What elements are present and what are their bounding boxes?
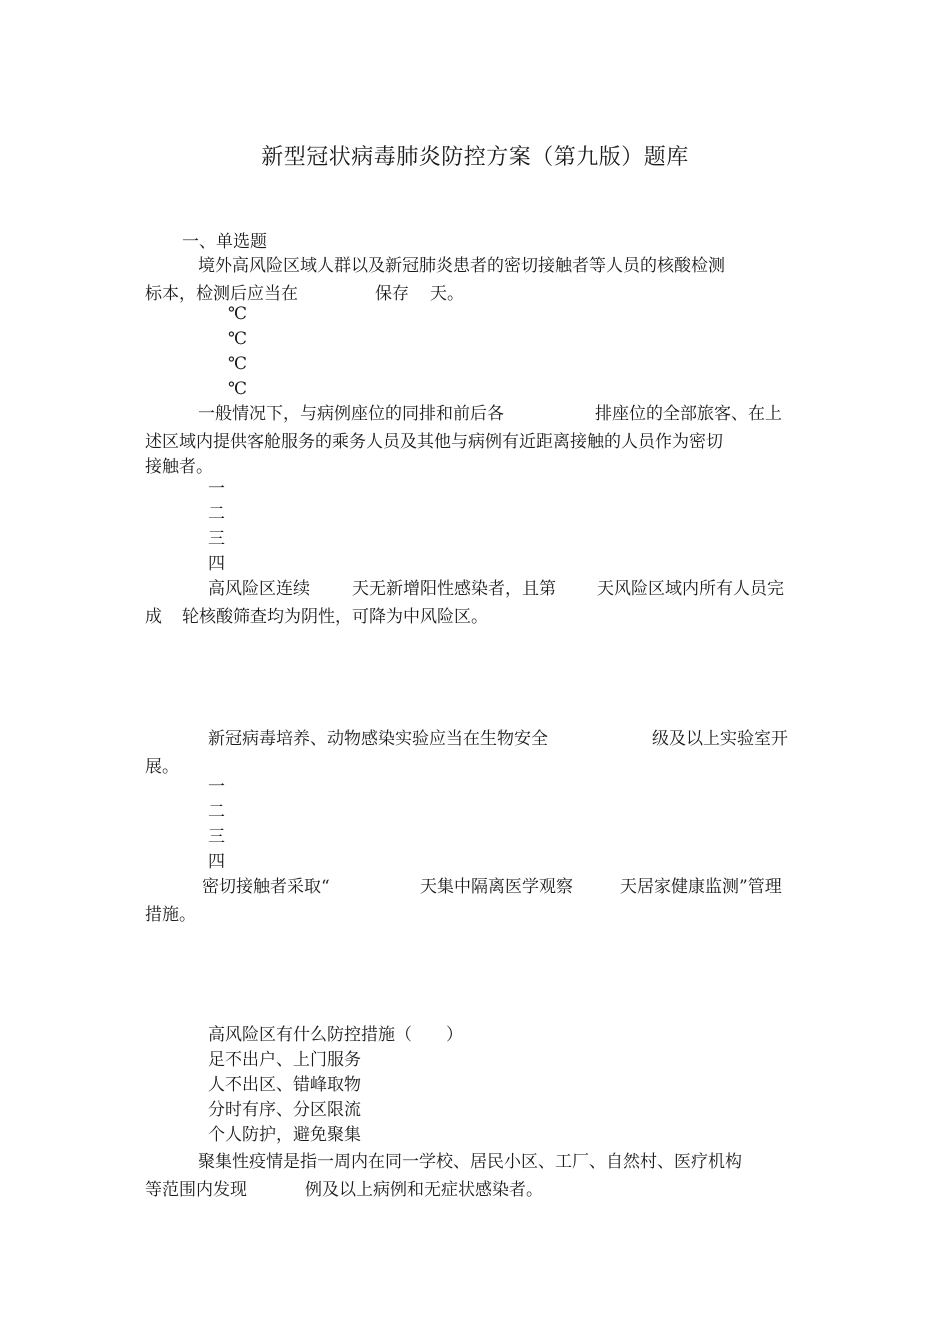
q1-line1: 境外高风险区域人群以及新冠肺炎患者的密切接触者等人员的核酸检测 (198, 256, 725, 276)
q1-option-a: ℃ (228, 304, 248, 324)
q6-option-d: 个人防护，避免聚集 (208, 1125, 361, 1145)
q5-line2: 措施。 (145, 905, 196, 925)
q5-line1a: 密切接触者采取“ (202, 877, 330, 897)
q2-line1b: 排座位的全部旅客、在上 (595, 404, 782, 424)
q1-option-c: ℃ (228, 354, 248, 374)
q6-option-b: 人不出区、错峰取物 (208, 1075, 361, 1095)
q5-line1b: 天集中隔离医学观察 (420, 877, 573, 897)
q7-line2b: 例及以上病例和无症状感染者。 (305, 1180, 543, 1200)
q7-line2a: 等范围内发现 (145, 1180, 247, 1200)
q2-option-c: 三 (208, 529, 225, 549)
q2-line1a: 一般情况下，与病例座位的同排和前后各 (198, 404, 504, 424)
q3-line2a: 成 (145, 607, 162, 627)
q6-line1: 高风险区有什么防控措施（ ） (208, 1025, 463, 1045)
section-heading: 一、单选题 (182, 232, 267, 252)
q4-option-c: 三 (208, 827, 225, 847)
q3-line2b: 轮核酸筛查均为阴性，可降为中风险区。 (182, 607, 488, 627)
q4-line1a: 新冠病毒培养、动物感染实验应当在生物安全 (208, 729, 548, 749)
q4-option-a: 一 (208, 777, 225, 797)
q6-option-c: 分时有序、分区限流 (208, 1100, 361, 1120)
q6-option-a: 足不出户、上门服务 (208, 1050, 361, 1070)
q4-option-d: 四 (208, 852, 225, 872)
document-title: 新型冠状病毒肺炎防控方案（第九版）题库 (261, 145, 689, 170)
q3-line1a: 高风险区连续 (208, 579, 310, 599)
q3-line1c: 天风险区域内所有人员完 (597, 579, 784, 599)
q5-line1c: 天居家健康监测”管理 (620, 877, 782, 897)
q4-option-b: 二 (208, 802, 225, 822)
q4-line1b: 级及以上实验室开 (652, 729, 788, 749)
q2-line3: 接触者。 (145, 457, 213, 477)
q2-option-a: 一 (208, 479, 225, 499)
q1-line2a: 标本，检测后应当在 (145, 284, 298, 304)
q2-line2: 述区域内提供客舱服务的乘务人员及其他与病例有近距离接触的人员作为密切 (145, 432, 723, 452)
q4-line2: 展。 (145, 757, 179, 777)
q7-line1: 聚集性疫情是指一周内在同一学校、居民小区、工厂、自然村、医疗机构 (198, 1152, 742, 1172)
q3-line1b: 天无新增阳性感染者，且第 (352, 579, 556, 599)
q1-line2b: 保存 (375, 284, 409, 304)
q1-line2c: 天。 (430, 284, 464, 304)
q1-option-d: ℃ (228, 379, 248, 399)
q1-option-b: ℃ (228, 329, 248, 349)
q2-option-d: 四 (208, 554, 225, 574)
q2-option-b: 二 (208, 504, 225, 524)
